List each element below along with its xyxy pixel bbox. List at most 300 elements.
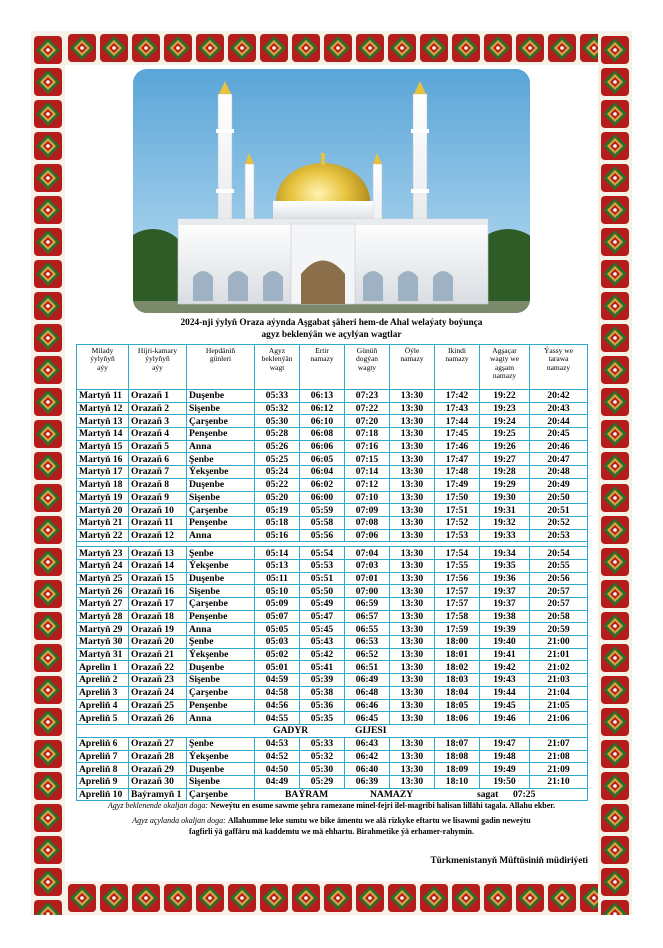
column-header-line: aýy [97,362,108,372]
column-header-line: Günüň [356,346,378,355]
table-cell: 05:26 [255,440,300,453]
table-cell: 13:30 [390,648,435,661]
table-cell: 06:42 [345,750,390,763]
table-cell: 17:46 [435,440,480,453]
table-cell: 21:07 [530,737,588,750]
table-cell: 05:09 [255,598,300,611]
table-cell: 13:30 [390,559,435,572]
table-cell: 20:55 [530,559,588,572]
table-cell: 20:54 [530,547,588,560]
table-cell: Apreliň 5 [77,712,129,725]
table-row [77,585,588,598]
table-cell: Orazañ 21 [129,648,187,661]
table-cell: 05:32 [300,750,345,763]
table-cell: 17:49 [435,478,480,491]
table-cell: 13:30 [390,661,435,674]
column-header-line: namazy [400,354,424,364]
ornament-border-bottom [31,881,632,915]
table-cell: 13:30 [390,453,435,466]
table-cell: Orazañ 4 [129,428,187,441]
table-cell: Martyň 30 [77,636,129,649]
column-header-line: beklenýän [261,354,293,364]
table-cell: 06:08 [300,428,345,441]
table-cell: 07:00 [345,585,390,598]
table-cell: Duşenbe [187,763,255,776]
table-cell: 18:06 [435,712,480,725]
table-cell: 06:49 [345,674,390,687]
table-cell: 05:47 [300,610,345,623]
table-cell: Şenbe [187,547,255,560]
table-cell: 04:56 [255,699,300,712]
table-row [77,763,588,776]
table-row [77,478,588,491]
table-cell: 07:22 [345,402,390,415]
table-cell: 06:52 [345,648,390,661]
table-cell: 07:06 [345,529,390,542]
table-header-row [77,345,588,390]
gadyr-gijesi-row [77,724,588,737]
table-cell: Ýekşenbe [187,559,255,572]
table-cell: Şenbe [187,737,255,750]
table-cell: 05:54 [300,547,345,560]
table-cell: 19:33 [480,529,530,542]
footer-signature: Türkmenistanyň Müftüsiniň müdiriýeti [430,856,588,866]
table-cell: Orazañ 19 [129,623,187,636]
table-cell: 04:50 [255,763,300,776]
table-cell: Sişenbe [187,674,255,687]
table-row [77,674,588,687]
table-cell: 13:30 [390,390,435,403]
table-cell: Orazañ 22 [129,661,187,674]
table-cell: 13:30 [390,440,435,453]
table-row [77,598,588,611]
table-cell: Çarşenbe [187,504,255,517]
dua-fasting-end [76,815,587,837]
table-cell: Orazañ 7 [129,466,187,479]
dua1-label: Agyz beklenende okaljan doga: [107,801,209,810]
table-cell: 05:20 [255,491,300,504]
table-cell: 13:30 [390,737,435,750]
table-cell: 05:16 [255,529,300,542]
table-cell: 17:50 [435,491,480,504]
table-row [77,636,588,649]
table-cell: Anna [187,623,255,636]
table-cell: 20:57 [530,585,588,598]
table-cell: 06:10 [300,415,345,428]
table-row [77,440,588,453]
table-cell: Sişenbe [187,775,255,788]
table-cell: 06:12 [300,402,345,415]
table-cell: 17:53 [435,529,480,542]
table-row [77,547,588,560]
table-cell: 17:47 [435,453,480,466]
table-cell: 05:02 [255,648,300,661]
table-row [77,529,588,542]
table-cell: 17:57 [435,598,480,611]
table-cell: 13:30 [390,428,435,441]
table-cell: 05:50 [300,585,345,598]
table-cell: 21:05 [530,699,588,712]
table-cell: 19:49 [480,763,530,776]
table-cell: 20:53 [530,529,588,542]
table-cell: 06:43 [345,737,390,750]
table-cell: 19:47 [480,737,530,750]
table-cell: Martyň 28 [77,610,129,623]
table-cell: 05:42 [300,648,345,661]
table-cell: 13:30 [390,712,435,725]
table-cell: 07:03 [345,559,390,572]
table-cell: 05:43 [300,636,345,649]
table-cell: 20:51 [530,504,588,517]
table-cell: 18:07 [435,737,480,750]
table-row [77,699,588,712]
table-cell: 06:59 [345,598,390,611]
table-cell: 18:10 [435,775,480,788]
table-cell: Duşenbe [187,390,255,403]
table-row [77,661,588,674]
table-cell: 05:39 [300,674,345,687]
table-cell: 13:30 [390,585,435,598]
table-cell: Aprelin 1 [77,661,129,674]
table-cell: 19:43 [480,674,530,687]
table-cell: 05:03 [255,636,300,649]
table-cell: 21:04 [530,686,588,699]
table-cell: Orazañ 17 [129,598,187,611]
table-cell: 20:59 [530,623,588,636]
table-cell: 19:34 [480,547,530,560]
table-cell: 05:32 [255,402,300,415]
table-cell: Martyň 14 [77,428,129,441]
table-row [77,750,588,763]
table-cell: 05:36 [300,699,345,712]
table-cell: Martyň 31 [77,648,129,661]
bayram-date: Apreliň 10 [77,788,129,801]
table-cell: Orazañ 10 [129,504,187,517]
table-cell: 05:53 [300,559,345,572]
table-cell: 18:01 [435,648,480,661]
table-cell: 07:01 [345,572,390,585]
table-cell: 05:41 [300,661,345,674]
table-cell: 21:08 [530,750,588,763]
table-cell: Orazañ 2 [129,402,187,415]
table-cell: Sişenbe [187,402,255,415]
table-cell: 13:30 [390,610,435,623]
table-cell: 19:41 [480,648,530,661]
column-header-line: wagty we [490,354,519,364]
table-cell: Martyň 25 [77,572,129,585]
table-cell: 20:49 [530,478,588,491]
table-cell: 13:30 [390,504,435,517]
ornament-border-top [31,31,632,65]
table-cell: 17:55 [435,559,480,572]
table-cell: Orazañ 6 [129,453,187,466]
table-cell: 05:45 [300,623,345,636]
table-cell: 05:51 [300,572,345,585]
column-header-line: namazy [445,354,469,364]
column-header-line: wagty [357,362,377,372]
column-header-line: Hijri-kamary [137,346,178,355]
table-cell: Martyň 20 [77,504,129,517]
table-cell: 18:09 [435,763,480,776]
table-cell: 19:38 [480,610,530,623]
ornament-border-right [598,31,632,915]
dua1-text: Neweýtu en esume sawme şehra ramezane minel-fejri ilel-magribi halisan lillähi tagala. Allahu ekber. [210,801,556,810]
table-cell: 20:52 [530,516,588,529]
table-cell: Apreliň 3 [77,686,129,699]
table-cell: 18:03 [435,674,480,687]
column-header-line: günleri [209,354,232,364]
table-row [77,686,588,699]
table-cell: 21:09 [530,763,588,776]
table-row [77,402,588,415]
table-cell: Şenbe [187,453,255,466]
namazy-word: NAMAZY [370,788,414,800]
table-cell: 17:44 [435,415,480,428]
table-cell: 05:33 [300,737,345,750]
table-cell: 04:58 [255,686,300,699]
column-header-line: agşam [494,362,515,372]
bayram-day: Çarşenbe [187,788,255,801]
table-cell: 07:20 [345,415,390,428]
table-cell: Penşenbe [187,428,255,441]
column-header [345,345,390,390]
column-header-line: aýy [152,362,163,372]
table-cell: 06:00 [300,491,345,504]
bayram-time: 07:25 [513,788,536,800]
table-cell: Martyň 15 [77,440,129,453]
table-row [77,491,588,504]
column-header [530,345,588,390]
table-cell: 06:04 [300,466,345,479]
column-header-line: Agyz [268,346,286,355]
table-cell: 05:22 [255,478,300,491]
column-header-line: dogýan [355,354,379,364]
table-cell: Orazañ 11 [129,516,187,529]
table-cell: 13:30 [390,415,435,428]
table-cell: 13:30 [390,491,435,504]
table-cell: Duşenbe [187,478,255,491]
table-cell: Orazañ 28 [129,750,187,763]
table-cell: Sişenbe [187,491,255,504]
table-cell: 21:10 [530,775,588,788]
table-cell: 07:18 [345,428,390,441]
table-cell: 19:48 [480,750,530,763]
table-cell: 06:51 [345,661,390,674]
table-cell: 13:30 [390,763,435,776]
table-cell: 20:47 [530,453,588,466]
table-row [77,415,588,428]
table-cell: 07:10 [345,491,390,504]
table-cell: 13:30 [390,775,435,788]
table-cell: Apreliň 8 [77,763,129,776]
table-cell: Martyň 21 [77,516,129,529]
table-cell: 19:23 [480,402,530,415]
table-row [77,390,588,403]
table-cell: 06:39 [345,775,390,788]
table-cell: Orazañ 15 [129,572,187,585]
table-cell: 20:42 [530,390,588,403]
table-cell: 07:23 [345,390,390,403]
table-cell: 04:55 [255,712,300,725]
table-cell: 19:26 [480,440,530,453]
dua2-text-line2: fagfirli ýä gaffäru mä kaddemtu we mä ehhartu. Birahmetike ýä erhamer-rahymin. [189,827,474,836]
table-cell: 07:16 [345,440,390,453]
table-cell: 21:06 [530,712,588,725]
table-cell: 05:56 [300,529,345,542]
table-cell: Penşenbe [187,699,255,712]
column-header-line: Ikindi [448,346,466,355]
table-cell: Orazañ 5 [129,440,187,453]
table-cell: 19:45 [480,699,530,712]
column-header-line: namazy [310,354,334,364]
table-cell: 13:30 [390,598,435,611]
table-row [77,516,588,529]
table-cell: 18:08 [435,750,480,763]
table-cell: Orazañ 26 [129,712,187,725]
table-cell: 20:56 [530,572,588,585]
table-cell: 20:46 [530,440,588,453]
table-cell: 13:30 [390,750,435,763]
table-cell: Orazañ 20 [129,636,187,649]
table-cell: 05:25 [255,453,300,466]
table-cell: 05:59 [300,504,345,517]
table-cell: 05:24 [255,466,300,479]
table-row [77,572,588,585]
table-cell: 20:57 [530,598,588,611]
table-cell: Martyň 18 [77,478,129,491]
sagat-label: sagat [477,788,499,800]
table-cell: Orazañ 24 [129,686,187,699]
table-cell: 19:44 [480,686,530,699]
table-cell: 06:06 [300,440,345,453]
table-cell: Apreliň 9 [77,775,129,788]
gadyr-gijesi-cell [77,724,588,737]
table-cell: Martyň 29 [77,623,129,636]
table-cell: Martyň 11 [77,390,129,403]
table-row [77,453,588,466]
table-cell: Apreliň 2 [77,674,129,687]
table-cell: 19:31 [480,504,530,517]
column-header [300,345,345,390]
table-cell: 18:00 [435,636,480,649]
table-cell: 05:33 [255,390,300,403]
table-cell: Orazañ 1 [129,390,187,403]
table-cell: 04:59 [255,674,300,687]
table-cell: 17:59 [435,623,480,636]
table-cell: 17:42 [435,390,480,403]
table-cell: Martyň 13 [77,415,129,428]
table-cell: 07:09 [345,504,390,517]
table-cell: 13:30 [390,516,435,529]
table-cell: 19:37 [480,598,530,611]
table-cell: 17:51 [435,504,480,517]
column-header-line: Hepdäniň [205,346,236,355]
table-cell: Orazañ 30 [129,775,187,788]
table-cell: 13:30 [390,402,435,415]
table-cell: 06:02 [300,478,345,491]
column-header [77,345,129,390]
dua2-text-line1: Allahumme leke sumtu we bike ämentu we alä rizkyke eftartu we lisawmi gadin neweýtu [227,816,531,825]
table-cell: 20:45 [530,428,588,441]
table-cell: 05:30 [300,763,345,776]
table-cell: 20:44 [530,415,588,428]
table-cell: 21:00 [530,636,588,649]
dua2-label: Agyz açylanda okaljan doga: [132,816,226,825]
table-cell: 05:58 [300,516,345,529]
column-header [435,345,480,390]
table-cell: 13:30 [390,478,435,491]
table-cell: 07:15 [345,453,390,466]
table-cell: Martyň 16 [77,453,129,466]
table-cell: 19:25 [480,428,530,441]
table-cell: 18:02 [435,661,480,674]
table-cell: Apreliň 7 [77,750,129,763]
table-cell: 05:19 [255,504,300,517]
table-cell: 05:14 [255,547,300,560]
table-cell: Şenbe [187,636,255,649]
column-header-line: ýylyňyň [90,354,115,364]
title-line2: agyz beklenýän we açylýan wagtlar [261,329,402,340]
table-cell: 05:18 [255,516,300,529]
table-cell: Martyň 27 [77,598,129,611]
table-cell: 20:50 [530,491,588,504]
table-cell: Orazañ 8 [129,478,187,491]
table-cell: Martyň 17 [77,466,129,479]
table-cell: Orazañ 29 [129,763,187,776]
table-cell: 05:28 [255,428,300,441]
table-cell: 06:53 [345,636,390,649]
table-row [77,737,588,750]
table-cell: 18:04 [435,686,480,699]
table-cell: 21:02 [530,661,588,674]
table-cell: 07:04 [345,547,390,560]
table-cell: Çarşenbe [187,415,255,428]
table-cell: 19:22 [480,390,530,403]
table-cell: Ýekşenbe [187,648,255,661]
table-cell: 05:35 [300,712,345,725]
table-cell: Orazañ 18 [129,610,187,623]
table-cell: Anna [187,712,255,725]
table-cell: Orazañ 12 [129,529,187,542]
table-cell: 21:01 [530,648,588,661]
table-cell: 19:40 [480,636,530,649]
table-cell: 17:58 [435,610,480,623]
table-row [77,712,588,725]
table-cell: 06:55 [345,623,390,636]
table-cell: 19:32 [480,516,530,529]
title-line1: 2024-nji ýylyň Oraza aýynda Aşgabat şäheri hem-de Ahal welaýaty boýunça [180,318,483,328]
table-cell: 06:57 [345,610,390,623]
table-row [77,466,588,479]
table-cell: Orazañ 25 [129,699,187,712]
bayram-namazy-cell [255,788,588,801]
table-cell: 06:45 [345,712,390,725]
column-header-line: namazy [546,362,571,372]
table-row [77,559,588,572]
column-header [390,345,435,390]
table-cell: 06:46 [345,699,390,712]
column-header [255,345,300,390]
table-cell: 13:30 [390,636,435,649]
column-header-line: namazy [492,371,517,381]
table-cell: Sişenbe [187,585,255,598]
table-cell: 05:13 [255,559,300,572]
table-cell: Çarşenbe [187,598,255,611]
table-cell: 17:54 [435,547,480,560]
table-cell: Martyň 19 [77,491,129,504]
bayram-row [77,788,588,801]
table-cell: 20:43 [530,402,588,415]
